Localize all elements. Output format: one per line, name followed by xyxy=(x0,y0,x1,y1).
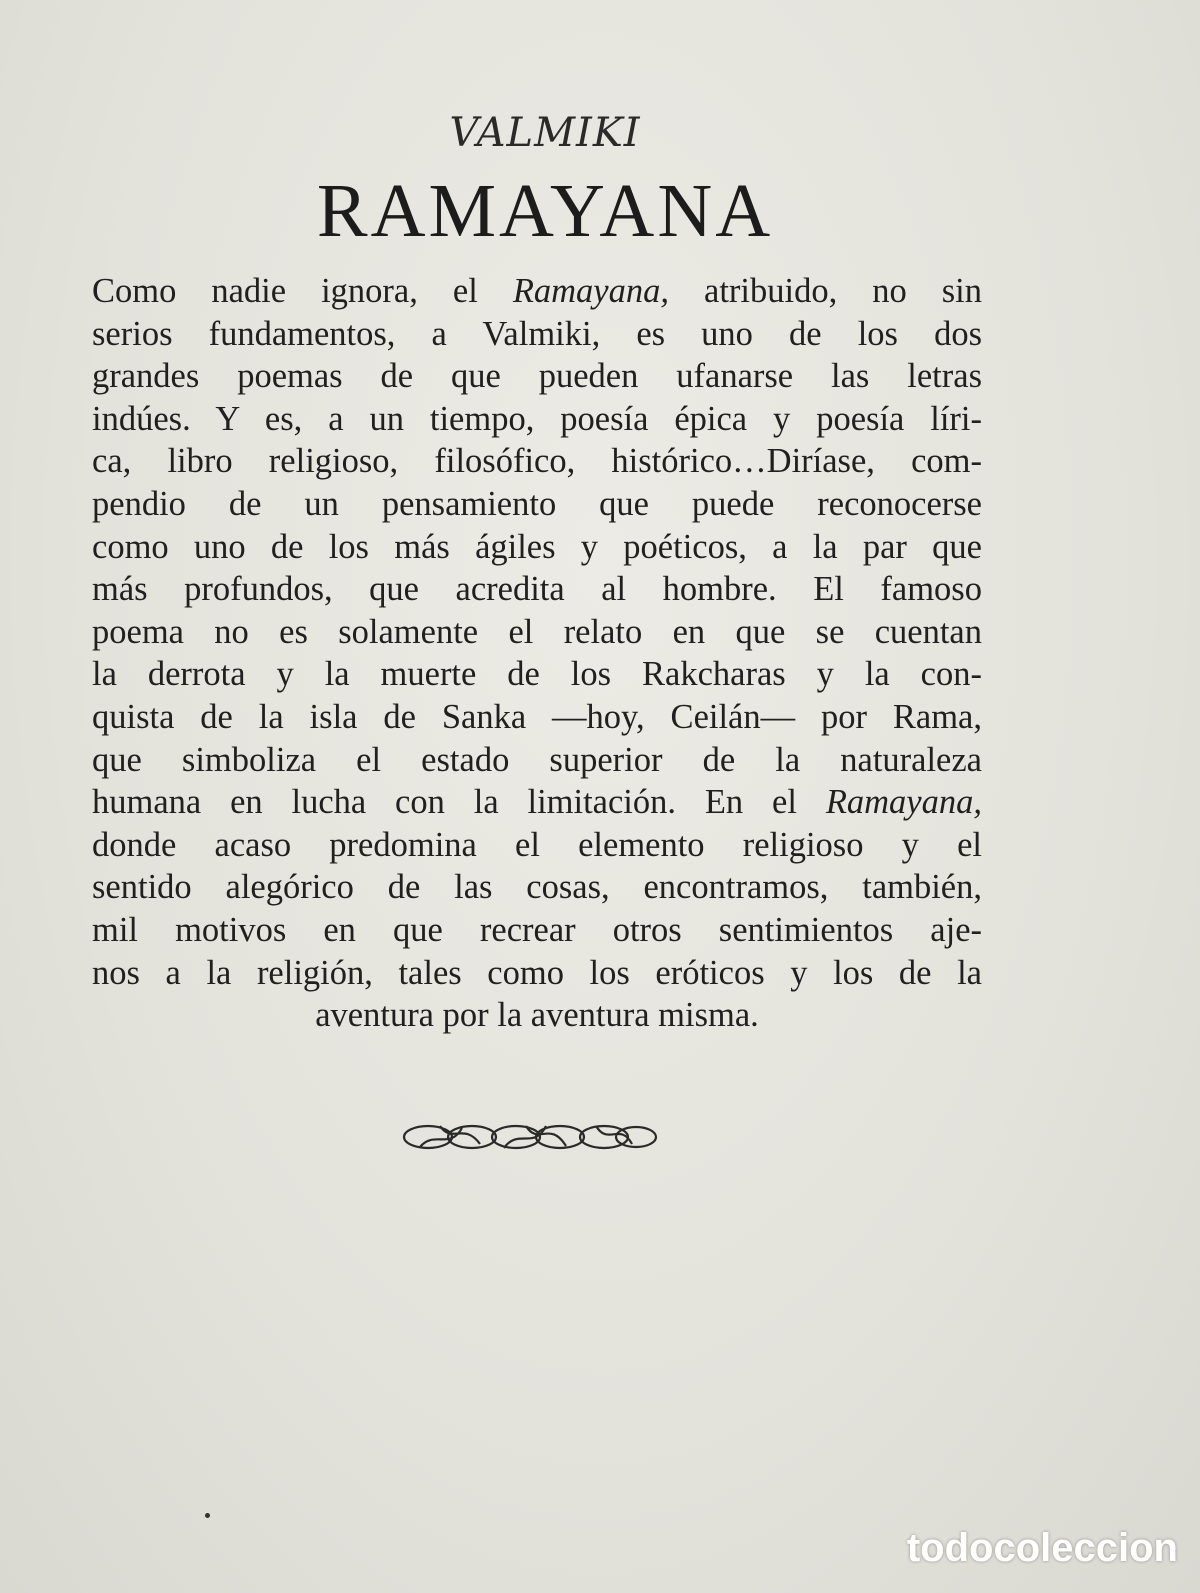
text-line: la derrota y la muerte de los Rakcharas y la con- xyxy=(92,655,982,694)
book-title: RAMAYANA xyxy=(316,169,774,253)
text-line: aventura por la aventura misma. xyxy=(315,996,759,1035)
text-line: pendio de un pensamiento que puede reconocerse xyxy=(92,484,982,523)
text-line: como uno de los más ágiles y poéticos, a la par que xyxy=(92,527,982,566)
text-line: donde acaso predomina el elemento religioso y el xyxy=(92,825,982,864)
text-line: Como nadie ignora, el Ramayana, atribuido, no sin xyxy=(92,272,983,310)
text-line: sentido alegórico de las cosas, encontramos, también, xyxy=(92,868,982,907)
book-title-italic: Ramayana, xyxy=(512,272,669,310)
text-line: humana en lucha con la limitación. En el Ramayana, xyxy=(92,783,982,822)
text-line: ca, libro religioso, filosófico, histórico…Diríase, com- xyxy=(92,442,982,481)
text-line: poema no es solamente el relato en que se cuentan xyxy=(92,612,982,651)
watermark-logo: todocoleccion xyxy=(906,1526,1178,1570)
text-line: que simboliza el estado superior de la naturaleza xyxy=(92,740,982,779)
text-line: grandes poemas de que pueden ufanarse las letras xyxy=(92,357,982,396)
book-title-italic: Ramayana, xyxy=(825,783,982,822)
text-line: mil motivos en que recrear otros sentimientos aje- xyxy=(92,910,982,949)
text-line: quista de la isla de Sanka —hoy, Ceilán— por Rama, xyxy=(92,697,982,736)
author-name: VALMIKI xyxy=(449,110,641,156)
text-line: serios fundamentos, a Valmiki, es uno de los dos xyxy=(92,314,982,353)
description-paragraph xyxy=(92,270,982,1037)
text-line: más profundos, que acredita al hombre. El famoso xyxy=(92,570,982,609)
vine-ornament-icon xyxy=(400,1114,660,1160)
text-line: nos a la religión, tales como los eróticos y los de la xyxy=(92,953,982,992)
text-line: indúes. Y es, a un tiempo, poesía épica y poesía líri- xyxy=(92,399,982,438)
paper-speck xyxy=(205,1513,210,1518)
